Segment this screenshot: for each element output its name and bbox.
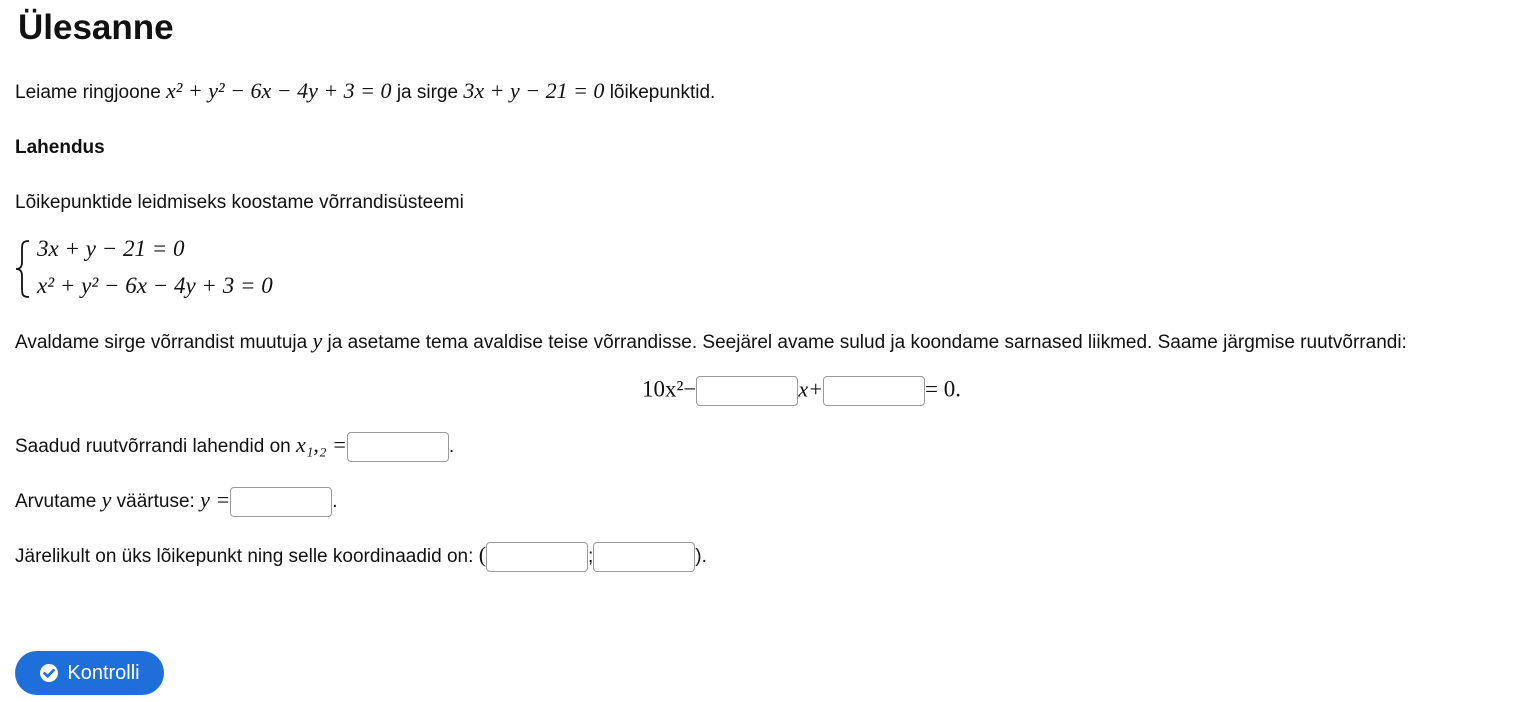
page-title: Ülesanne — [18, 8, 174, 47]
quadratic-c-input[interactable] — [823, 376, 925, 406]
y-value-eq: y = — [200, 487, 231, 513]
roots-var: x₁,₂ = — [296, 432, 347, 458]
point-open: ( — [478, 542, 487, 568]
substitution-var: y — [312, 328, 323, 353]
check-button-label: Kontrolli — [67, 661, 140, 684]
roots-row — [15, 432, 454, 462]
y-value-row — [15, 487, 337, 517]
substitution-before: Avaldame sirge võrrandist muutuja — [15, 332, 308, 353]
line-equation: 3x + y − 21 = 0 — [463, 78, 605, 103]
roots-end: . — [448, 436, 455, 458]
quadratic-tail: = 0. — [925, 376, 961, 402]
quadratic-lead: 10x²− — [642, 376, 697, 402]
roots-input[interactable] — [347, 432, 449, 462]
substitution-after: ja asetame tema avaldise teise võrrandisse. Seejärel avame sulud ja koondame sarnased liikmed. Saame järgmise ruutvõrrandi: — [327, 332, 1407, 353]
point-label: Järelikult on üks lõikepunkt ning selle koordinaadid on: — [15, 546, 474, 568]
system-line-1: 3x + y − 21 = 0 — [37, 236, 185, 261]
y-value-var: y — [101, 487, 112, 513]
system-line-2: x² + y² − 6x − 4y + 3 = 0 — [37, 273, 273, 298]
y-value-middle: väärtuse: — [116, 491, 195, 513]
intro-after: lõikepunktid. — [609, 82, 716, 103]
solution-heading: Lahendus — [15, 137, 105, 158]
left-brace-icon — [15, 240, 33, 298]
intro-middle: ja sirge — [396, 82, 459, 103]
quadratic-b-input[interactable] — [696, 376, 798, 406]
y-value-end: . — [332, 491, 338, 513]
roots-label: Saadud ruutvõrrandi lahendid on — [15, 436, 291, 458]
check-circle-icon — [39, 663, 59, 683]
quadratic-mid: x+ — [798, 376, 823, 402]
intro-before: Leiame ringjoone — [15, 82, 161, 103]
point-row — [15, 542, 707, 572]
task-statement — [15, 78, 715, 104]
circle-equation: x² + y² − 6x − 4y + 3 = 0 — [166, 78, 392, 103]
point-y-input[interactable] — [593, 542, 695, 572]
point-x-input[interactable] — [486, 542, 588, 572]
y-value-before: Arvutame — [15, 491, 97, 513]
point-close: ). — [695, 546, 707, 568]
substitution-text — [15, 328, 1407, 354]
y-value-input[interactable] — [230, 487, 332, 517]
system-intro: Lõikepunktide leidmiseks koostame võrrandisüsteemi — [15, 192, 464, 213]
quadratic-equation — [642, 376, 961, 406]
check-button[interactable] — [15, 651, 164, 695]
point-sep: ; — [588, 546, 594, 568]
